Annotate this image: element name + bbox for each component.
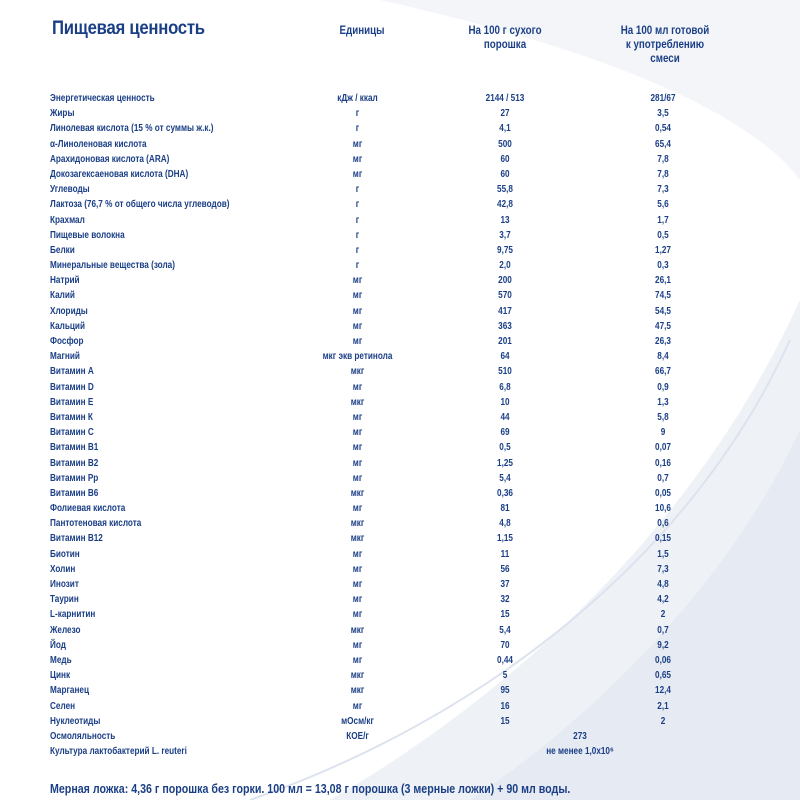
nutrient-unit: кДж / ккал xyxy=(337,92,378,104)
table-row xyxy=(0,91,800,106)
nutrient-name: Медь xyxy=(50,653,72,666)
value-per-100ml: 5,6 xyxy=(657,198,669,211)
value-per-100ml: 0,15 xyxy=(655,532,671,545)
nutrient-unit: мг xyxy=(352,137,363,150)
nutrient-name: α-Линоленовая кислота xyxy=(50,137,147,150)
table-row xyxy=(0,699,800,714)
value-per-100ml: 1,5 xyxy=(657,547,669,560)
nutrient-unit: мкг xyxy=(350,669,365,682)
value-per-100ml: 0,7 xyxy=(657,471,669,484)
nutrient-unit: КОЕ/г xyxy=(346,729,369,742)
table-row xyxy=(0,516,800,531)
value-per-100ml: 5,8 xyxy=(657,410,669,423)
value-per-100ml: 26,1 xyxy=(655,274,671,287)
value-per-100g: 55,8 xyxy=(497,183,513,196)
value-per-100g: 27 xyxy=(500,107,510,120)
nutrient-name: Арахидоновая кислота (ARA) xyxy=(50,152,170,165)
nutrient-unit: мг xyxy=(352,593,363,606)
table-row xyxy=(0,380,800,395)
nutrient-name: Инозит xyxy=(50,578,79,590)
value-per-100ml: 0,07 xyxy=(655,441,671,454)
nutrient-name: Витамин А xyxy=(50,365,94,378)
value-per-100g: 9,75 xyxy=(497,243,513,256)
nutrient-unit: г xyxy=(355,213,360,226)
table-row xyxy=(0,137,800,152)
nutrient-name: Марганец xyxy=(50,684,89,697)
header-units-label: Единицы xyxy=(339,25,385,37)
header-dry-line1: На 100 г сухого xyxy=(468,25,542,37)
nutrient-unit: мкг xyxy=(350,517,365,530)
value-per-100g: 15 xyxy=(500,608,510,621)
nutrient-name: Биотин xyxy=(50,547,80,560)
nutrient-name: Нуклеотиды xyxy=(50,714,101,727)
value-per-100ml: 0,54 xyxy=(655,122,671,135)
value-per-100ml: 2 xyxy=(660,608,666,621)
nutrient-unit: мкг экв ретинола xyxy=(322,350,393,363)
value-per-100ml: 0,65 xyxy=(655,669,671,682)
value-per-100ml: 7,8 xyxy=(657,152,669,165)
table-row xyxy=(0,213,800,228)
nutrient-unit: мг xyxy=(352,699,363,712)
nutrient-unit: мг xyxy=(352,638,363,651)
nutrient-unit: мг xyxy=(352,608,363,621)
table-row xyxy=(0,121,800,136)
value-per-100ml: 54,5 xyxy=(655,304,671,317)
nutrient-name: Белки xyxy=(50,243,75,256)
value-per-100g: 10 xyxy=(500,395,510,408)
table-row xyxy=(0,364,800,379)
value-per-100ml: 9 xyxy=(660,426,666,439)
nutrient-unit: мг xyxy=(352,653,363,666)
value-per-100g: 60 xyxy=(500,152,510,165)
value-per-100ml: 2,1 xyxy=(657,699,669,712)
nutrient-unit: г xyxy=(355,122,360,135)
nutrient-name: Йод xyxy=(50,638,66,651)
table-row xyxy=(0,273,800,288)
value-per-100ml: 281/67 xyxy=(650,92,676,104)
nutrient-name: Холин xyxy=(50,562,76,575)
value-per-100ml: 0,3 xyxy=(657,259,669,272)
nutrient-name: Жиры xyxy=(50,107,75,120)
table-row xyxy=(0,653,800,668)
table-row xyxy=(0,683,800,698)
nutrient-unit: мг xyxy=(352,289,363,302)
value-per-100g: 1,15 xyxy=(497,532,513,545)
nutrient-name: Хлориды xyxy=(50,304,88,317)
nutrient-unit: мг xyxy=(352,471,363,484)
table-row xyxy=(0,334,800,349)
value-per-100ml: 0,5 xyxy=(657,228,669,241)
table-row xyxy=(0,744,800,759)
value-per-100ml: 12,4 xyxy=(655,684,671,697)
table-row xyxy=(0,729,800,744)
value-per-100ml: 7,3 xyxy=(657,562,669,575)
nutrient-unit: мг xyxy=(352,456,363,469)
value-merged: не менее 1,0x10⁶ xyxy=(546,745,614,758)
value-per-100ml: 8,4 xyxy=(657,350,669,363)
header-per-100ml-ready xyxy=(614,24,716,66)
value-per-100g: 0,5 xyxy=(499,441,511,454)
nutrient-unit: мг xyxy=(352,319,363,332)
value-per-100ml: 0,05 xyxy=(655,486,671,499)
value-per-100ml: 3,5 xyxy=(657,107,669,120)
value-per-100ml: 2 xyxy=(660,714,666,727)
value-per-100g: 5 xyxy=(502,669,508,682)
table-row xyxy=(0,182,800,197)
table-row xyxy=(0,638,800,653)
nutrient-name: Витамин С xyxy=(50,426,94,439)
value-per-100g: 417 xyxy=(498,304,512,317)
nutrient-name: Таурин xyxy=(50,593,79,606)
nutrient-name: Селен xyxy=(50,699,76,712)
value-per-100g: 0,44 xyxy=(497,653,513,666)
table-row xyxy=(0,668,800,683)
nutrient-unit: мкг xyxy=(350,684,365,697)
nutrient-name: Минеральные вещества (зола) xyxy=(50,259,175,272)
table-row xyxy=(0,714,800,729)
table-row xyxy=(0,456,800,471)
value-per-100ml: 7,3 xyxy=(657,183,669,196)
nutrient-name: Культура лактобактерий L. reuteri xyxy=(50,745,187,758)
nutrient-unit: мг xyxy=(352,335,363,347)
nutrient-name: Калий xyxy=(50,289,75,302)
nutrient-name: Линолевая кислота (15 % от суммы ж.к.) xyxy=(50,122,214,135)
nutrient-unit: мг xyxy=(352,410,363,423)
value-per-100g: 201 xyxy=(498,335,512,347)
nutrient-unit: г xyxy=(355,228,360,241)
value-per-100g: 64 xyxy=(500,350,510,363)
table-row xyxy=(0,547,800,562)
table-row xyxy=(0,243,800,258)
value-per-100ml: 65,4 xyxy=(655,137,671,150)
nutrient-name: Витамин Е xyxy=(50,395,94,408)
nutrient-name: Пантотеновая кислота xyxy=(50,517,142,530)
table-row xyxy=(0,471,800,486)
nutrient-unit: мкг xyxy=(350,486,365,499)
table-row xyxy=(0,410,800,425)
nutrient-unit: г xyxy=(355,183,360,196)
header-ready-line2: к употреблению xyxy=(625,39,705,51)
value-per-100g: 510 xyxy=(498,365,512,378)
value-per-100g: 42,8 xyxy=(497,198,513,211)
footnote-scoop: Мерная ложка: 4,36 г порошка без горки. 100 мл = 13,08 г порошка (3 мерные ложки) + 90 мл воды. xyxy=(50,781,571,796)
value-per-100ml: 0,06 xyxy=(655,653,671,666)
value-per-100g: 56 xyxy=(500,562,510,575)
value-per-100g: 69 xyxy=(500,426,510,439)
nutrient-name: Витамин В6 xyxy=(50,486,99,499)
nutrient-name: Натрий xyxy=(50,274,80,287)
table-row xyxy=(0,288,800,303)
nutrient-unit: г xyxy=(355,243,360,256)
nutrient-name: Витамин В12 xyxy=(50,532,103,545)
nutrient-unit: г xyxy=(355,198,360,211)
value-per-100ml: 4,8 xyxy=(657,578,669,590)
nutrient-name: Витамин В2 xyxy=(50,456,99,469)
nutrient-name: L-карнитин xyxy=(50,608,96,621)
value-per-100g: 70 xyxy=(500,638,510,651)
value-per-100g: 2144 / 513 xyxy=(485,92,525,104)
value-per-100ml: 66,7 xyxy=(655,365,671,378)
nutrient-name: Осмоляльность xyxy=(50,729,116,742)
nutrient-unit: г xyxy=(355,259,360,272)
value-per-100g: 2,0 xyxy=(499,259,511,272)
nutrient-name: Пищевые волокна xyxy=(50,228,125,241)
value-per-100ml: 0,7 xyxy=(657,623,669,636)
nutrient-name: Витамин Рр xyxy=(50,471,99,484)
value-per-100g: 4,8 xyxy=(499,517,511,530)
header-units xyxy=(328,24,396,38)
nutrient-name: Кальций xyxy=(50,319,86,332)
value-per-100g: 5,4 xyxy=(499,471,511,484)
value-per-100g: 570 xyxy=(498,289,512,302)
nutrient-unit: мг xyxy=(352,426,363,439)
value-per-100g: 363 xyxy=(498,319,512,332)
nutrient-name: Лактоза (76,7 % от общего числа углеводов) xyxy=(50,198,230,211)
table-row xyxy=(0,486,800,501)
nutrient-name: Витамин В1 xyxy=(50,441,99,454)
table-row xyxy=(0,167,800,182)
nutrient-unit: мг xyxy=(352,152,363,165)
nutrient-unit: мг xyxy=(352,274,363,287)
header-ready-line3: смеси xyxy=(650,53,680,65)
nutrient-unit: мкг xyxy=(350,365,365,378)
value-per-100g: 0,36 xyxy=(497,486,513,499)
table-row xyxy=(0,592,800,607)
value-per-100ml: 4,2 xyxy=(657,593,669,606)
nutrient-name: Витамин К xyxy=(50,410,93,423)
value-per-100g: 16 xyxy=(500,699,510,712)
table-row xyxy=(0,349,800,364)
value-per-100g: 60 xyxy=(500,167,510,180)
table-row xyxy=(0,152,800,167)
nutrient-unit: мкг xyxy=(350,532,365,545)
nutrient-name: Витамин D xyxy=(50,380,94,393)
nutrient-unit: г xyxy=(355,107,360,120)
value-per-100g: 37 xyxy=(500,578,510,590)
nutrient-unit: мг xyxy=(352,562,363,575)
nutrient-unit: мг xyxy=(352,167,363,180)
value-per-100ml: 0,16 xyxy=(655,456,671,469)
header-per-100g-dry xyxy=(458,24,552,52)
table-row xyxy=(0,304,800,319)
nutrient-name: Крахмал xyxy=(50,213,85,226)
value-per-100ml: 74,5 xyxy=(655,289,671,302)
value-per-100g: 44 xyxy=(500,410,510,423)
value-per-100g: 13 xyxy=(500,213,510,226)
value-per-100g: 500 xyxy=(498,137,512,150)
table-row xyxy=(0,197,800,212)
value-per-100g: 81 xyxy=(500,502,510,515)
nutrient-name: Цинк xyxy=(50,669,71,682)
value-per-100ml: 1,7 xyxy=(657,213,669,226)
table-row xyxy=(0,607,800,622)
table-row xyxy=(0,577,800,592)
nutrient-name: Железо xyxy=(50,623,81,636)
value-per-100g: 3,7 xyxy=(499,228,511,241)
value-per-100g: 6,8 xyxy=(499,380,511,393)
table-row xyxy=(0,531,800,546)
value-per-100ml: 0,6 xyxy=(657,517,669,530)
nutrient-unit: мг xyxy=(352,380,363,393)
value-merged: 273 xyxy=(573,729,587,742)
value-per-100g: 95 xyxy=(500,684,510,697)
nutrient-unit: мг xyxy=(352,441,363,454)
value-per-100ml: 0,9 xyxy=(657,380,669,393)
value-per-100g: 11 xyxy=(500,547,510,560)
nutrient-name: Фосфор xyxy=(50,335,84,347)
value-per-100g: 5,4 xyxy=(499,623,511,636)
nutrient-unit: мОсм/кг xyxy=(341,714,374,727)
nutrient-name: Энергетическая ценность xyxy=(50,92,155,104)
value-per-100g: 1,25 xyxy=(497,456,513,469)
nutrient-unit: мкг xyxy=(350,623,365,636)
table-row xyxy=(0,106,800,121)
header-dry-line2: порошка xyxy=(483,39,527,51)
nutrient-unit: мг xyxy=(352,578,363,590)
nutrient-name: Углеводы xyxy=(50,183,90,196)
table-row xyxy=(0,425,800,440)
value-per-100g: 15 xyxy=(500,714,510,727)
value-per-100ml: 47,5 xyxy=(655,319,671,332)
value-per-100ml: 26,3 xyxy=(655,335,671,347)
table-row xyxy=(0,562,800,577)
nutrient-name: Фолиевая кислота xyxy=(50,502,126,515)
header-ready-line1: На 100 мл готовой xyxy=(620,25,710,37)
table-row xyxy=(0,228,800,243)
value-per-100g: 32 xyxy=(500,593,510,606)
table-row xyxy=(0,440,800,455)
table-row xyxy=(0,501,800,516)
table-row xyxy=(0,395,800,410)
value-per-100ml: 10,6 xyxy=(655,502,671,515)
nutrient-unit: мг xyxy=(352,502,363,515)
nutrient-name: Докозагексаеновая кислота (DHA) xyxy=(50,167,189,180)
value-per-100g: 200 xyxy=(498,274,512,287)
nutrient-unit: мкг xyxy=(350,395,365,408)
value-per-100ml: 1,3 xyxy=(657,395,669,408)
value-per-100ml: 1,27 xyxy=(655,243,671,256)
table-row xyxy=(0,258,800,273)
value-per-100ml: 9,2 xyxy=(657,638,669,651)
table-row xyxy=(0,319,800,334)
value-per-100ml: 7,8 xyxy=(657,167,669,180)
nutrient-name: Магний xyxy=(50,350,80,363)
nutrient-unit: мг xyxy=(352,547,363,560)
table-row xyxy=(0,623,800,638)
nutrition-table xyxy=(0,91,800,759)
value-per-100g: 4,1 xyxy=(499,122,511,135)
page-title: Пищевая ценность xyxy=(52,18,205,39)
nutrient-unit: мг xyxy=(352,304,363,317)
